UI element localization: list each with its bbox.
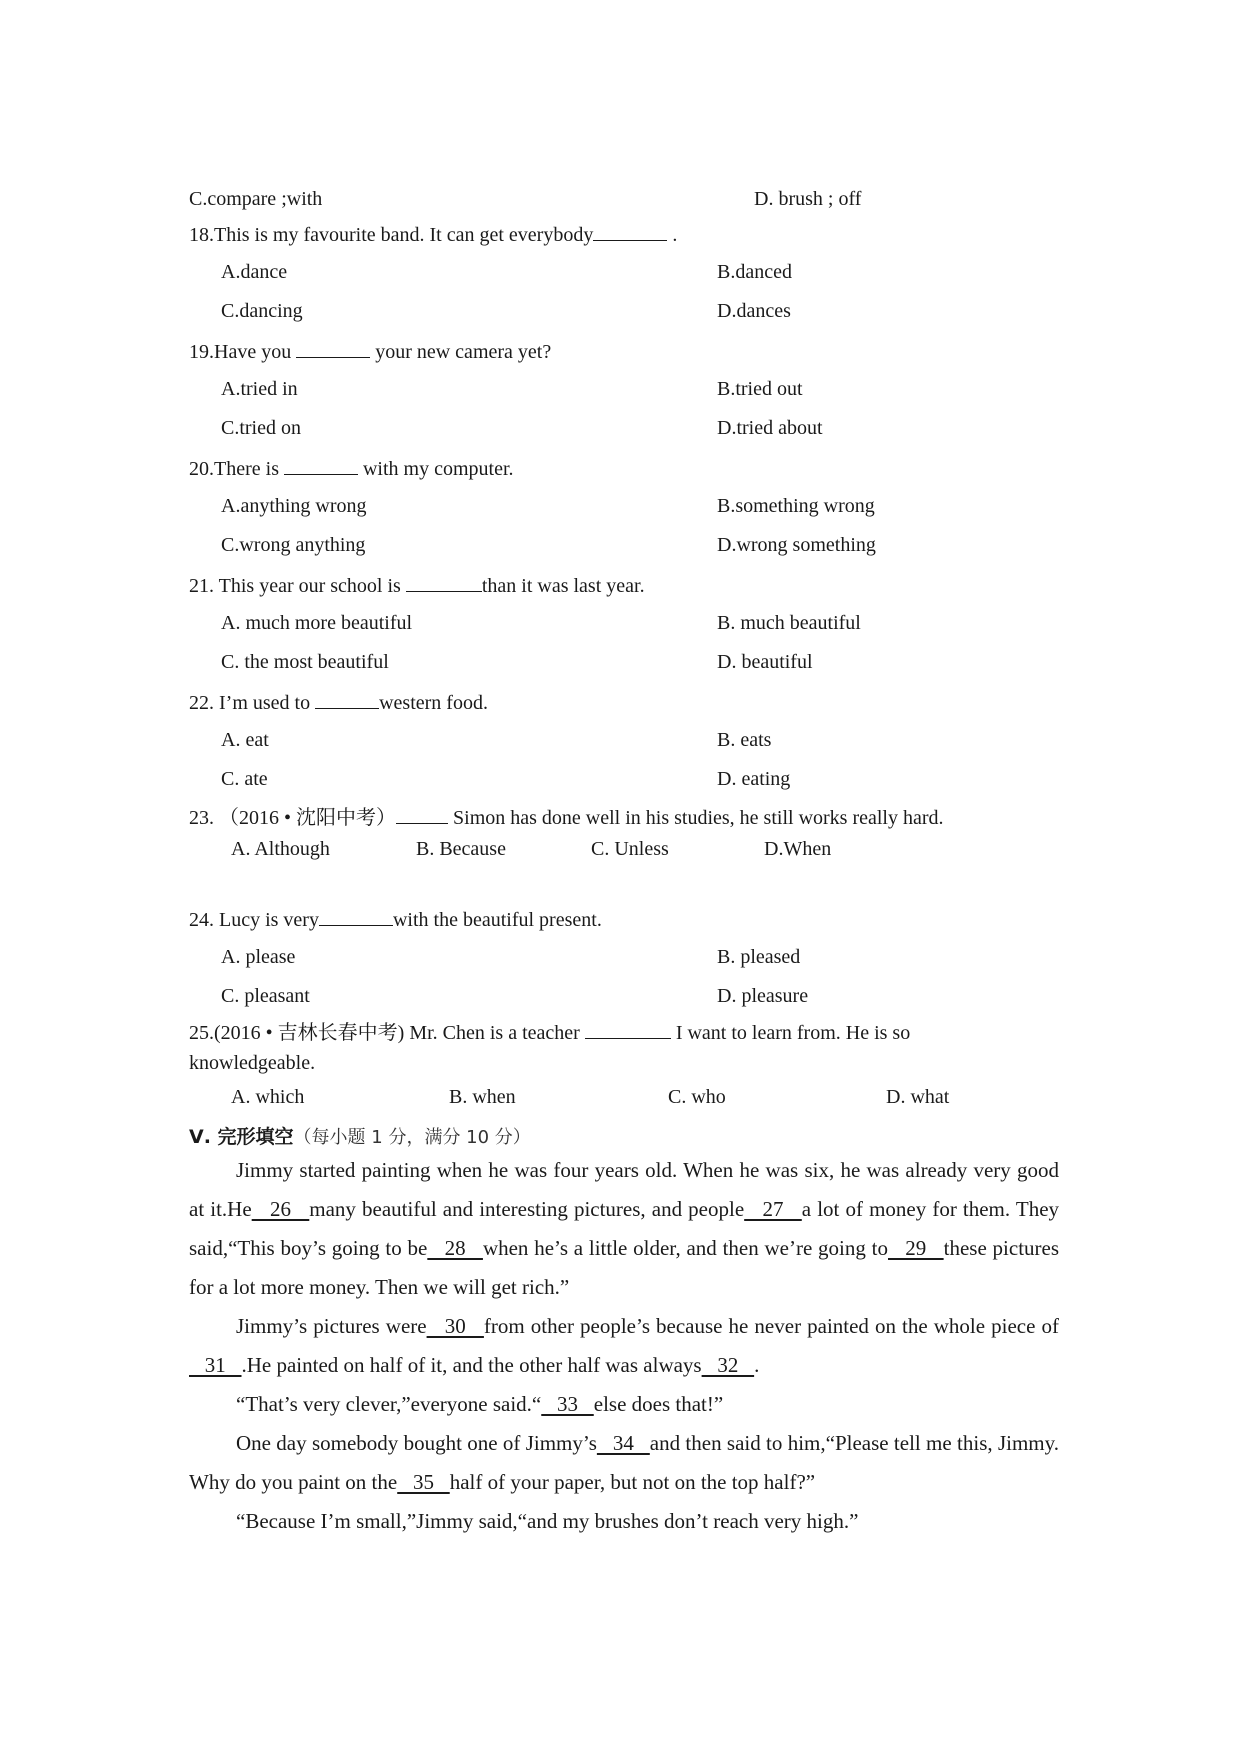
- passage-text: .: [754, 1353, 760, 1377]
- q24-option-d: D. pleasure: [717, 985, 809, 1007]
- q22-option-a: A. eat: [221, 729, 269, 751]
- q24-stem-end: with the beautiful present.: [392, 909, 602, 931]
- passage-paragraph-3: [189, 1385, 1059, 1424]
- q19-stem-text: 19.Have you: [189, 341, 297, 363]
- q21-stem-end: than it was last year.: [481, 575, 645, 597]
- q23-stem-text: 23. （2016 • 沈阳中考）: [189, 807, 397, 829]
- q20-stem: [189, 454, 514, 482]
- q21-option-c: C. the most beautiful: [221, 651, 389, 673]
- q23-option-a: A. Although: [231, 838, 330, 860]
- passage-paragraph-5: “Because I’m small,”Jimmy said,“and my brushes don’t reach very high.”: [236, 1509, 859, 1533]
- q18-option-d: D.dances: [717, 300, 791, 322]
- q21-stem-text: 21. This year our school is: [189, 575, 406, 597]
- q18-stem: [189, 220, 677, 248]
- cloze-blank-31: 31: [189, 1353, 242, 1377]
- q25-stem-continued: knowledgeable.: [189, 1052, 316, 1074]
- q24-stem: [189, 905, 602, 933]
- q25-option-d: D. what: [886, 1086, 950, 1108]
- cloze-blank-33: 33: [541, 1392, 594, 1416]
- q23-option-b: B. Because: [416, 838, 506, 860]
- q17-option-c: C.compare ;with: [189, 188, 323, 210]
- q19-stem-end: your new camera yet?: [370, 341, 552, 363]
- cloze-passage: [189, 1151, 1059, 1541]
- cloze-blank-30: 30: [426, 1314, 484, 1338]
- q24-option-a: A. please: [221, 946, 296, 968]
- passage-text: and then said to him,“Please tell me this, Jimmy. Why do you paint on the: [189, 1431, 1059, 1494]
- q21-option-a: A. much more beautiful: [221, 612, 413, 634]
- passage-text: Jimmy started painting when he was four years old. When he was six, he was already very good at it.He: [189, 1158, 1059, 1221]
- cloze-blank-35: 35: [397, 1470, 450, 1494]
- passage-text: .He painted on half of it, and the other half was always: [241, 1353, 702, 1377]
- q24-option-b: B. pleased: [717, 946, 801, 968]
- q23-option-c: C. Unless: [591, 838, 669, 860]
- q23-stem-end: Simon has done well in his studies, he still works really hard.: [448, 807, 944, 829]
- q22-option-b: B. eats: [717, 729, 772, 751]
- q20-option-d: D.wrong something: [717, 534, 876, 556]
- cloze-blank-29: 29: [888, 1236, 944, 1260]
- passage-paragraph-2: [189, 1307, 1059, 1385]
- q22-blank: [315, 688, 379, 709]
- passage-text: from other people’s because he never painted on the whole piece of: [483, 1314, 1059, 1338]
- q25-option-b: B. when: [449, 1086, 516, 1108]
- cloze-blank-32: 32: [701, 1353, 755, 1377]
- q25-blank: [585, 1018, 671, 1039]
- q25-option-c: C. who: [668, 1086, 726, 1108]
- q25-stem-text: 25.(2016 • 吉林长春中考) Mr. Chen is a teacher: [189, 1022, 585, 1044]
- q24-blank: [319, 905, 393, 926]
- passage-text: One day somebody bought one of Jimmy’s: [236, 1431, 597, 1455]
- q19-blank: [296, 337, 370, 358]
- q22-stem-end: western food.: [379, 692, 488, 714]
- q22-option-d: D. eating: [717, 768, 791, 790]
- passage-text: Jimmy’s pictures were: [236, 1314, 427, 1338]
- q23-blank: [396, 803, 448, 824]
- passage-text: “That’s very clever,”everyone said.“: [236, 1392, 542, 1416]
- q23-stem: [189, 803, 944, 831]
- q21-option-b: B. much beautiful: [717, 612, 861, 634]
- q20-option-a: A.anything wrong: [221, 495, 367, 517]
- q20-stem-text: 20.There is: [189, 458, 284, 480]
- q22-stem: [189, 688, 488, 716]
- q18-stem-end: .: [667, 224, 678, 246]
- q19-option-d: D.tried about: [717, 417, 823, 439]
- q20-stem-end: with my computer.: [357, 458, 514, 480]
- q18-option-c: C.dancing: [221, 300, 303, 322]
- q25-option-a: A. which: [231, 1086, 305, 1108]
- section-5-heading: [189, 1123, 531, 1152]
- passage-text: a lot of money for them. They said,“This boy’s going to be: [189, 1197, 1060, 1260]
- q19-option-c: C.tried on: [221, 417, 301, 439]
- q22-stem-text: 22. I’m used to: [189, 692, 316, 714]
- passage-paragraph-4: [189, 1424, 1059, 1502]
- passage-text: half of your paper, but not on the top half?”: [449, 1470, 816, 1494]
- section-5-title: Ⅴ. 完形填空: [189, 1126, 294, 1148]
- q19-stem: [189, 337, 551, 365]
- passage-text: else does that!”: [593, 1392, 724, 1416]
- cloze-blank-26: 26: [251, 1197, 310, 1221]
- q18-option-b: B.danced: [717, 261, 792, 283]
- q21-blank: [406, 571, 482, 592]
- q23-option-d: D.When: [764, 838, 832, 860]
- q24-option-c: C. pleasant: [221, 985, 310, 1007]
- passage-text: these pictures for a lot more money. Then we will get rich.”: [189, 1236, 1060, 1299]
- q20-option-c: C.wrong anything: [221, 534, 366, 556]
- q19-option-b: B.tried out: [717, 378, 803, 400]
- q18-stem-text: 18.This is my favourite band. It can get everybody: [189, 224, 594, 246]
- cloze-blank-28: 28: [427, 1236, 483, 1260]
- passage-text: when he’s a little older, and then we’re going to: [482, 1236, 888, 1260]
- cloze-blank-34: 34: [596, 1431, 650, 1455]
- q21-option-d: D. beautiful: [717, 651, 813, 673]
- q20-option-b: B.something wrong: [717, 495, 875, 517]
- q25-stem-end: I want to learn from. He is so: [670, 1022, 911, 1044]
- section-5-note: （每小题 1 分，满分 10 分）: [293, 1127, 531, 1148]
- q17-option-d: D. brush ; off: [754, 188, 862, 210]
- passage-text: many beautiful and interesting pictures, and people: [309, 1197, 745, 1221]
- q19-option-a: A.tried in: [221, 378, 298, 400]
- q21-stem: [189, 571, 645, 599]
- q20-blank: [284, 454, 358, 475]
- q22-option-c: C. ate: [221, 768, 268, 790]
- q24-stem-text: 24. Lucy is very: [189, 909, 319, 931]
- q18-blank: [593, 220, 667, 241]
- q25-stem: [189, 1018, 910, 1046]
- q18-option-a: A.dance: [221, 261, 288, 283]
- passage-paragraph-1: [189, 1151, 1059, 1307]
- cloze-blank-27: 27: [744, 1197, 802, 1221]
